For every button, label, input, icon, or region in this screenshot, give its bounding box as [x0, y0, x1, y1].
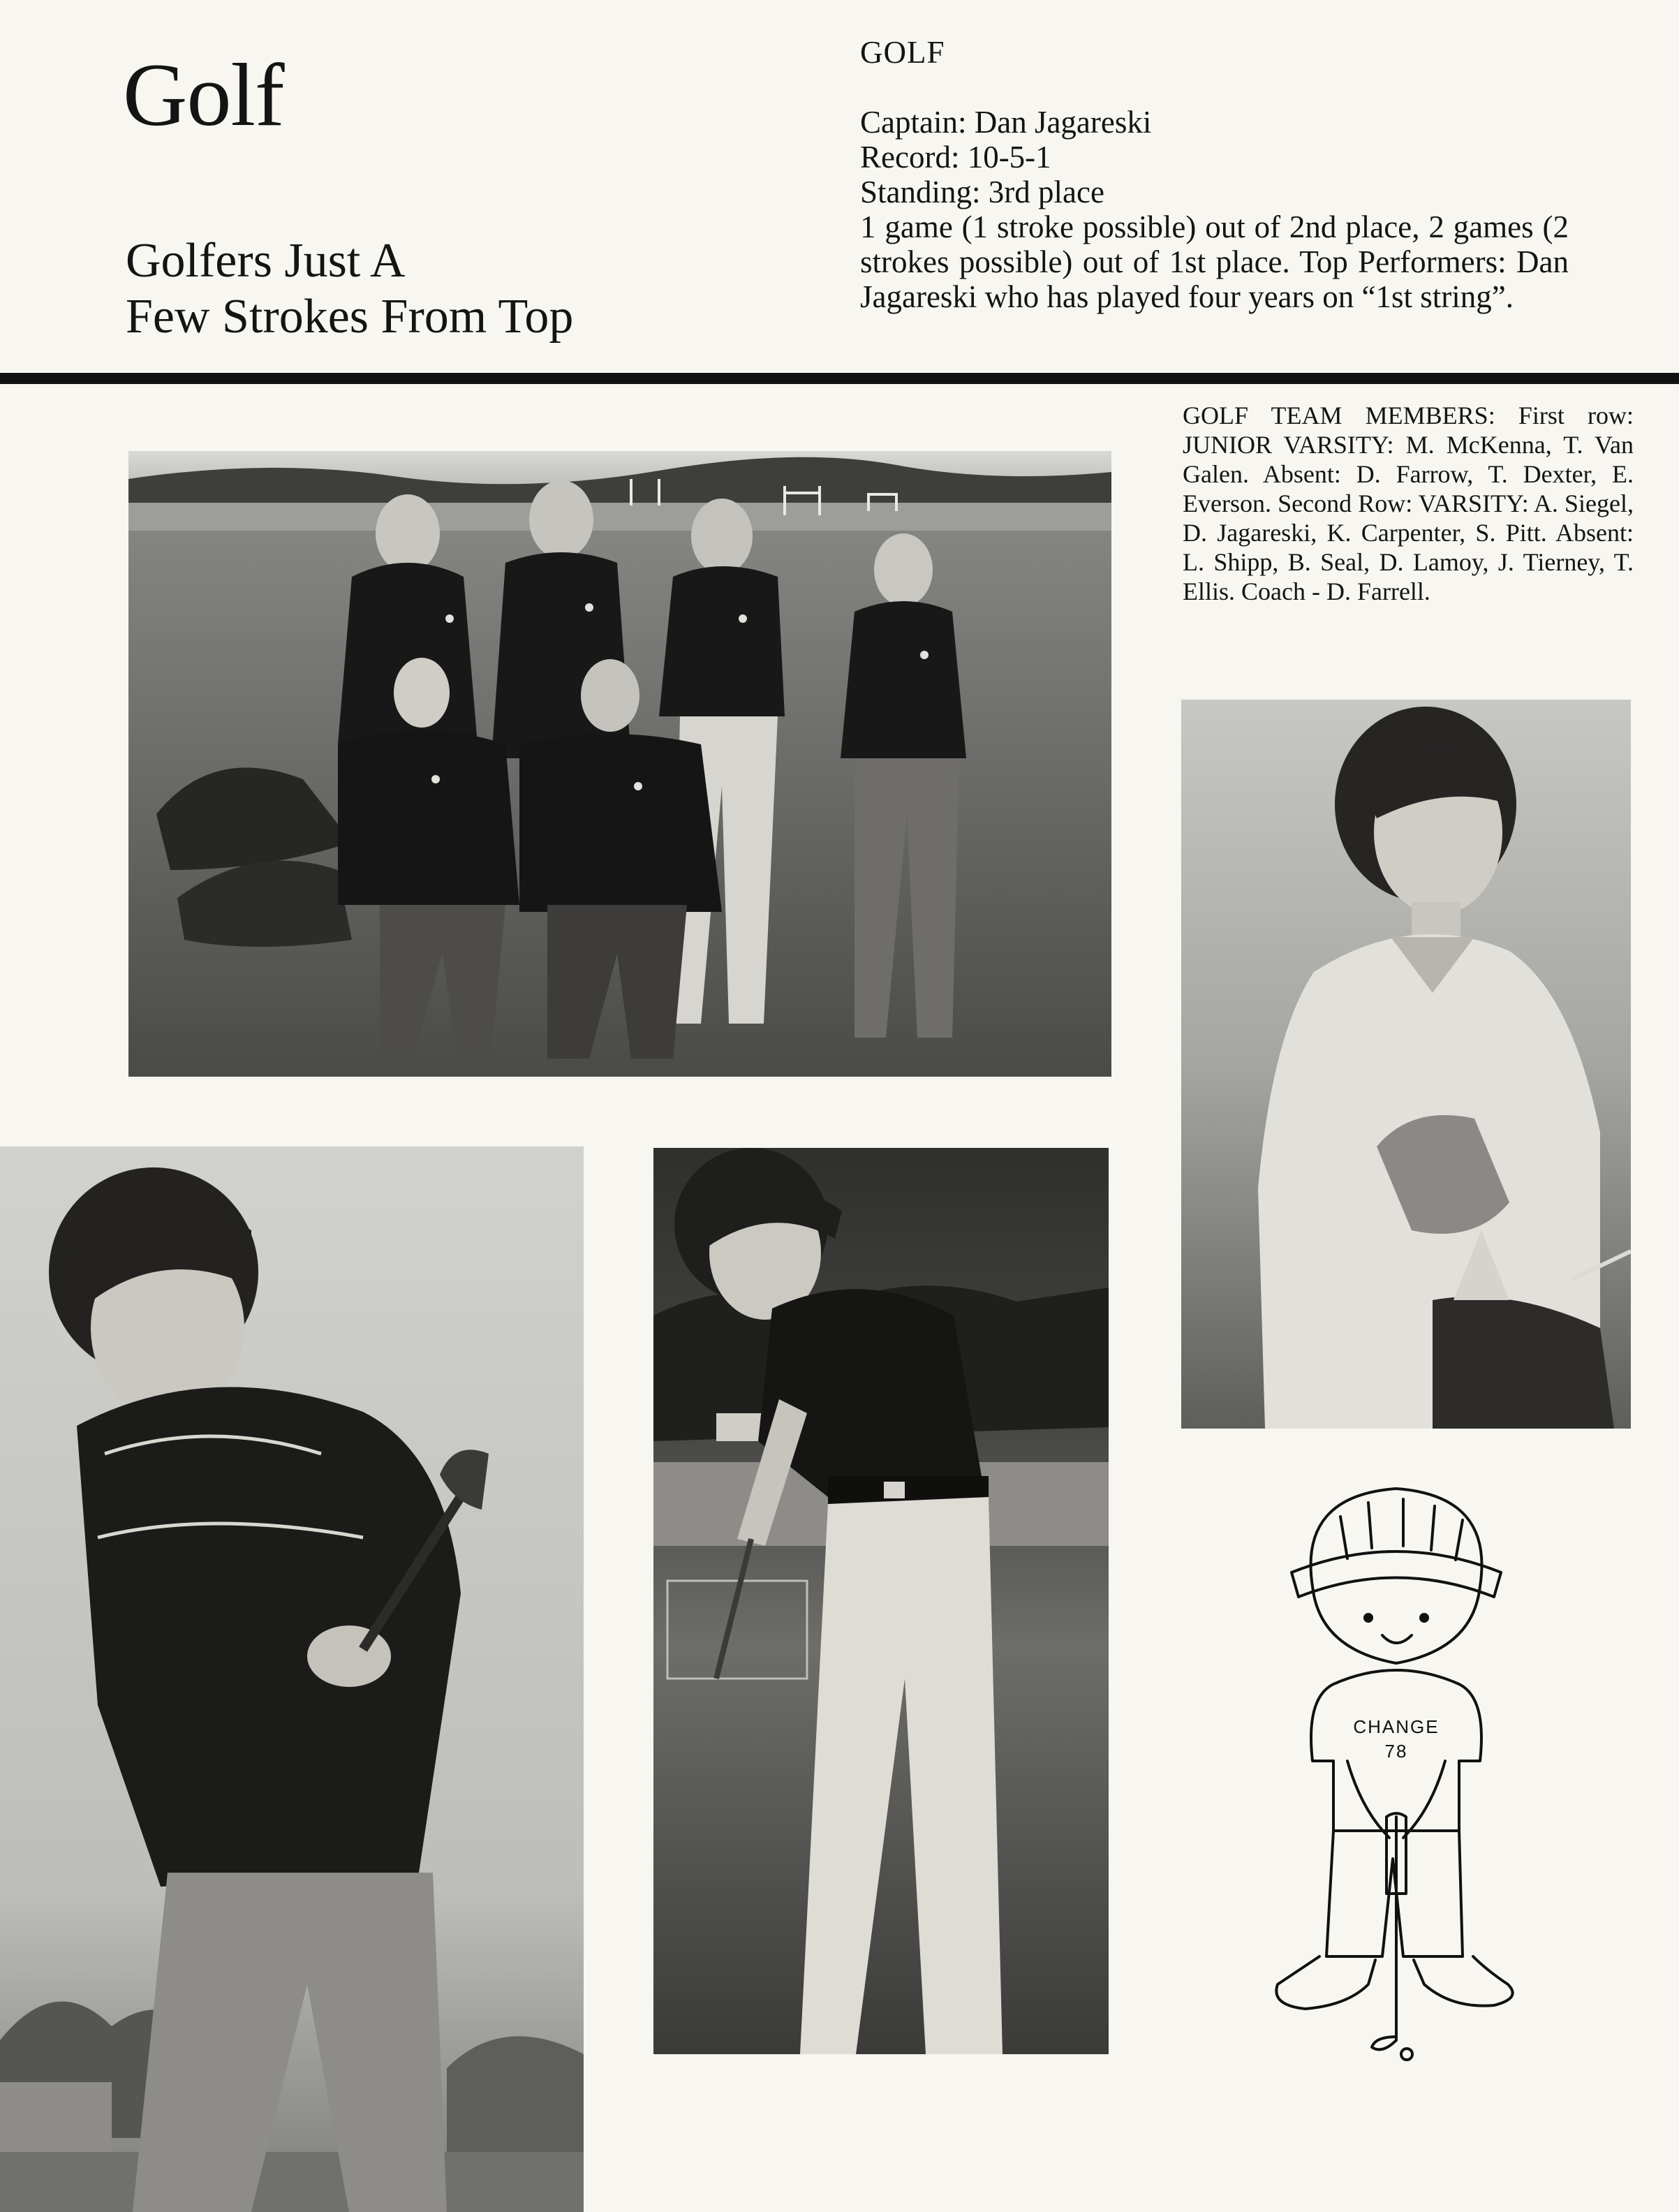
stats-label: GOLF: [860, 35, 945, 70]
stats-description: 1 game (1 stroke possible) out of 2nd place, 2 games (2 strokes possible) out of 1st place. Top Performers: Dan Jagareski who has played four years on “1st string”.: [860, 209, 1569, 314]
stats-record: Record: 10-5-1: [860, 140, 1051, 175]
golfer-swing-photo-left: [0, 1146, 584, 2212]
page-subtitle: [126, 233, 698, 345]
cartoon-shirt-line-1: CHANGE: [1353, 1716, 1440, 1737]
golfer-portrait-photo: [1181, 700, 1631, 1429]
subtitle-line-2: Few Strokes From Top: [126, 290, 574, 344]
team-photo: [128, 451, 1111, 1077]
header-divider: [0, 373, 1679, 384]
golfer-swing-photo-center: [653, 1148, 1109, 2054]
team-caption: GOLF TEAM MEMBERS: First row: JUNIOR VARSITY: M. McKenna, T. Van Galen. Absent: D. Farrow, T. Dexter, E. Everson. Second Row: VARSITY: A. Siegel, D. Jagareski, K. Carpenter, S. Pitt. Absent: L. Shipp, B. Seal, D. Lamoy, J. Tierney, T. Ellis. Coach - D. Farrell.: [1183, 401, 1634, 605]
cartoon-shirt-line-2: 78: [1384, 1741, 1408, 1762]
golfer-cartoon-illustration: [1264, 1468, 1529, 2096]
stats-standing: Standing: 3rd place: [860, 175, 1104, 209]
stats-captain: Captain: Dan Jagareski: [860, 105, 1152, 140]
subtitle-line-1: Golfers Just A: [126, 234, 406, 288]
page-title: Golf: [123, 45, 284, 145]
team-stats: [860, 35, 1569, 314]
